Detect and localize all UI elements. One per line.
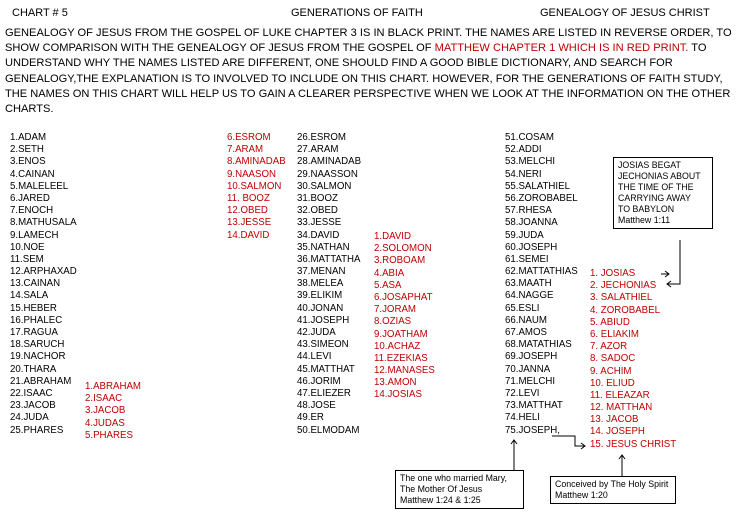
list-item: 10. ELIUD [590,377,635,389]
list-item: 49.ER [297,412,324,424]
list-item: 12.MANASES [374,365,435,377]
list-item: 11. ELEAZAR [590,389,650,401]
intro-text-red: MATTHEW CHAPTER 1 WHICH IS IN RED PRINT. [434,42,689,55]
list-item: 7.JORAM [374,304,416,316]
luke-list-2 [297,132,361,437]
list-item: 30.SALMON [297,180,352,192]
note-holy-spirit [550,476,676,504]
intro-text-1: GENEALOGY OF JESUS FROM THE GOSPEL OF LUKE CHAPTER 3 IS IN BLACK PRINT. THE NAMES ARE LISTED IN REVERSE ORDER, TO SHOW COMPARISON WITH THE GENEALOGY OF JESUS FROM THE GOSPEL OF [5,27,732,55]
list-item: 58.JOANNA [505,217,558,229]
list-item: 13. JACOB [590,414,639,426]
list-item: 45.MATTHAT [297,363,355,375]
list-item: The Mother Of Jesus [400,484,483,494]
list-item: 50.ELMODAM [297,424,360,436]
list-item: 10.NOE [10,241,45,253]
list-item: 2.ISAAC [85,393,123,405]
list-item: 3.ENOS [10,156,46,168]
list-item: 2.SETH [10,144,44,156]
list-item: 5.ASA [374,279,402,291]
list-item: 11.EZEKIAS [374,352,428,364]
list-item: 15.HEBER [10,302,57,314]
matthew-list-1 [85,381,141,442]
list-item: 8.OZIAS [374,316,412,328]
intro-text-2: TO UNDERSTAND WHY THE NAMES LISTED ARE DIFFERENT, ONE SHOULD FIND A GOOD BIBLE DICTIONARY, AND SEARCH FOR GENEALOGY,THE EXPLANATION IS TO INVOLVED TO INCLUDE ON THIS CHART. HOWEVER, FOR THE GENERATIONS OF FAITH STUDY, THE NAMES ON THIS CHART WILL HELP US TO GAIN A CLEARER PERSPECTIVE WHEN WE LOOK AT THE INFORMATION ON THE OTHER CHARTS. [5,42,731,116]
list-item: 29.NAASSON [297,168,358,180]
list-item: 1.DAVID [374,231,411,242]
luke-list-1 [10,132,77,437]
page-title: GENERATIONS OF FAITH [291,7,423,19]
list-item: 31.BOOZ [297,192,338,204]
list-item: 10.SALMON [227,180,282,192]
list-item: 66.NAUM [505,314,547,326]
list-item: 38.MELEA [297,278,344,290]
list-item: 12. MATTHAN [590,402,653,414]
list-item: 48.JOSE [297,400,336,412]
list-item: 59.JUDA [505,229,544,241]
note-mary [395,470,524,509]
list-item: 36.MATTATHA [297,253,361,265]
matthew-list-3 [374,231,435,402]
list-item: 37.MENAN [297,266,346,278]
matthew-list-4 [590,268,676,451]
list-item: 60.JOSEPH [505,241,558,253]
list-item: 6.ESROM [227,132,271,143]
list-item: 75.JOSEPH, [505,424,560,436]
list-item: 7.ENOCH [10,205,54,217]
list-item: 53.MELCHI [505,156,556,168]
list-item: JECHONIAS ABOUT [618,171,701,181]
matthew-list-2 [227,132,286,242]
list-item: 4.ABIA [374,267,405,279]
list-item: 44.LEVI [297,351,332,363]
list-item: 42.JUDA [297,327,336,338]
list-item: CARRYING AWAY [618,193,691,203]
list-item: 62.MATTATHIAS [505,266,578,278]
list-item: 11. BOOZ [227,192,270,204]
list-item: 54.NERI [505,168,542,180]
list-item: 3.JACOB [85,405,126,417]
list-item: 4.CAINAN [10,168,55,180]
list-item: 5.PHARES [85,429,133,441]
list-item: 9.LAMECH [10,229,59,241]
list-item: 13.JESSE [227,217,272,229]
list-item: 32.OBED [297,205,338,217]
list-item: 13.AMON [374,377,417,389]
list-item: 7.ARAM [227,144,264,156]
list-item: 41.JOSEPH [297,314,350,326]
list-item: 71.MELCHI [505,375,556,387]
list-item: 3. SALATHIEL [590,292,653,304]
list-item: 14.SALA [10,290,49,302]
list-item: 11.SEM [10,253,44,265]
list-item: 14.DAVID [227,229,270,241]
list-item: 6. ELIAKIM [590,328,639,340]
list-item: 23.JACOB [10,400,56,412]
list-item: 69.JOSEPH [505,351,558,363]
list-item: Matthew 1:20 [555,490,608,500]
list-item: 70.JANNA [505,363,551,375]
list-item: 64.NAGGE [505,290,554,302]
list-item: 72.LEVI [505,387,540,399]
list-item: Matthew 1:24 & 1:25 [400,495,481,505]
list-item: 22.ISAAC [10,387,53,399]
list-item: 17.RAGUA [10,327,58,338]
list-item: 28.AMINADAB [297,156,362,168]
list-item: 12.ARPHAXAD [10,266,77,278]
list-item: 26.ESROM [297,132,346,143]
list-item: 18.SARUCH [10,339,65,351]
list-item: 8.MATHUSALA [10,217,77,229]
list-item: Conceived by The Holy Spirit [555,479,669,489]
list-item: 3.ROBOAM [374,255,426,267]
list-item: 43.SIMEON [297,339,349,351]
chart-number: CHART # 5 [12,7,68,19]
list-item: 24.JUDA [10,412,49,424]
list-item: 4. ZOROBABEL [590,304,660,316]
list-item: 7. AZOR [590,341,628,353]
list-item: 51.COSAM [505,132,554,143]
list-item: 57.RHESA [505,205,552,217]
list-item: 13.CAINAN [10,278,61,290]
list-item: 74.HELI [505,412,541,424]
list-item: 8. SADOC [590,353,636,365]
list-item: 27.ARAM [297,144,339,156]
list-item: THE TIME OF THE [618,182,694,192]
list-item: 46.JORIM [297,375,341,387]
list-item: 1.ADAM [10,132,47,143]
list-item: 63.MAATH [505,278,552,290]
list-item: The one who married Mary, [400,473,507,483]
list-item: 2.SOLOMON [374,243,432,255]
list-item: 14. JOSEPH [590,426,645,438]
list-item: 61.SEMEI [505,253,549,265]
list-item: 5.MALELEEL [10,180,69,192]
list-item: TO BABYLON [618,204,675,214]
list-item: 34.DAVID [297,229,340,241]
list-item: JOSIAS BEGAT [618,160,681,170]
list-item: 55.SALATHIEL [505,180,570,192]
list-item: 9.NAASON [227,168,276,180]
list-item: 1. JOSIAS [590,268,636,279]
note-josias [613,157,713,229]
list-item: 6.JARED [10,192,50,204]
list-item: 33.JESSE [297,217,342,229]
list-item: 68.MATATHIAS [505,339,572,351]
list-item: 15. JESUS CHRIST [590,438,677,450]
list-item: 2. JECHONIAS [590,280,657,292]
list-item: 73.MATTHAT [505,400,563,412]
list-item: 39.ELIKIM [297,290,343,302]
list-item: 4.JUDAS [85,417,125,429]
list-item: 9.JOATHAM [374,328,428,340]
list-item: 12.OBED [227,205,268,217]
list-item: 14.JOSIAS [374,389,422,401]
intro-paragraph [5,26,735,117]
list-item: 1.ABRAHAM [85,381,141,392]
list-item: 6.JOSAPHAT [374,291,433,303]
list-item: 65.ESLI [505,302,540,314]
list-item: 56.ZOROBABEL [505,192,578,204]
list-item: 47.ELIEZER [297,387,351,399]
list-item: 35.NATHAN [297,241,350,253]
list-item: 16.PHALEC [10,314,63,326]
list-item: 10.ACHAZ [374,340,421,352]
list-item: 52.ADDI [505,144,542,156]
list-item: Matthew 1:11 [618,215,671,225]
list-item: 20.THARA [10,363,57,375]
list-item: 21.ABRAHAM [10,375,72,387]
list-item: 25.PHARES [10,424,64,436]
list-item: 67.AMOS [505,327,547,338]
list-item: 5. ABIUD [590,316,630,328]
luke-list-3 [505,132,578,437]
list-item: 19.NACHOR [10,351,66,363]
page-subtitle: GENEALOGY OF JESUS CHRIST [540,7,710,19]
list-item: 40.JONAN [297,302,344,314]
list-item: 9. ACHIM [590,365,632,377]
list-item: 8.AMINADAB [227,156,286,168]
